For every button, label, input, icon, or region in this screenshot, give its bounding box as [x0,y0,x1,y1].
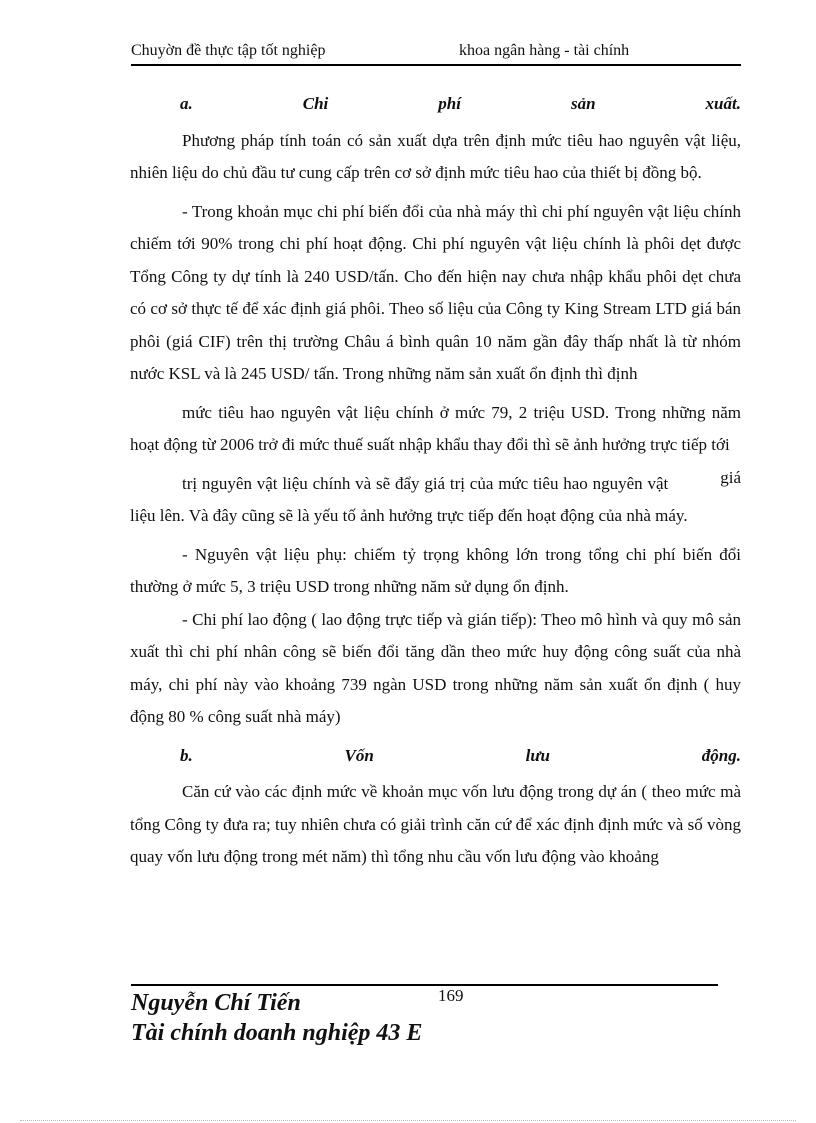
paragraph-4: trị nguyên vật liệu chính và sẽ đẩy giá trị của mức tiêu hao nguyên vật liệu lên. Và đây cũng sẽ là yếu tố ảnh hưởng trực tiếp đến hoạt động của nhà máy. [130,473,688,525]
author-block [131,988,422,1048]
document-body [130,88,741,874]
paragraph-7: Căn cứ vào các định mức về khoản mục vốn lưu động trong dự án ( theo mức mà tổng Công ty đưa ra; tuy nhiên chưa có giải trình căn cứ để xác định định mức và số vòng quay vốn lưu động trong mét năm) thì tổng nhu cầu vốn lưu động vào khoảng [130,782,741,866]
heading-b-word: b. [180,745,193,765]
paragraph-1: Phương pháp tính toán có sản xuất dựa trên định mức tiêu hao nguyên vật liệu, nhiên liệu do chủ đầu tư cung cấp trên cơ sở định mức tiêu hao của thiết bị đồng bộ. [130,130,741,182]
heading-b-word: lưu [525,745,550,765]
paragraph-3 [130,397,741,487]
page-bottom-dotted-line [20,1120,796,1121]
paragraph-3-text: mức tiêu hao nguyên vật liệu chính ở mức 79, 2 triệu USD. Trong những năm hoạt động từ 2006 trở đi mức thuế suất nhập khẩu thay đổi thì sẽ ảnh hưởng trực tiếp tới [130,402,741,454]
page-number: 169 [438,986,464,1005]
section-heading-a [130,88,741,121]
heading-a-word: sản [570,94,596,113]
paragraph-6: - Chi phí lao động ( lao động trực tiếp và gián tiếp): Theo mô hình và quy mô sản xuất thì chi phí nhân công sẽ biến đổi tăng dần theo mức huy động công suất của nhà máy, chi phí này vào khoảng 739 ngàn USD trong những năm sản xuất ổn định ( huy động 80 % công suất nhà máy) [130,609,741,726]
header-right-text: khoa ngân hàng - tài chính [459,42,630,59]
paragraph-3-end: giá [720,467,741,487]
heading-b-word: Vốn [344,745,374,765]
heading-b-word: động. [701,745,741,765]
heading-a-word: xuất. [705,94,741,113]
paragraph-5: - Nguyên vật liệu phụ: chiếm tỷ trọng không lớn trong tổng chi phí biến đổi thường ở mức 5, 3 triệu USD trong những năm sử dụng ổn định. [130,544,741,596]
paragraph-2: - Trong khoản mục chi phí biến đổi của nhà máy thì chi phí nguyên vật liệu chính chiếm tới 90% trong chi phí hoạt động. Chi phí nguyên vật liệu chính là phôi dẹt được Tổng Công ty dự tính là 240 USD/tấn. Cho đến hiện nay chưa nhập khẩu phôi dẹt chưa có cơ sở thực tế để xác định giá phôi. Theo số liệu của Công ty King Stream LTD giá bán phôi (giá CIF) trên thị trường Châu á bình quân 10 năm gần đây thấp nhất là từ nhóm nước KSL và là 245 USD/ tấn. Trong những năm sản xuất ổn định thì định [130,201,741,383]
section-heading-b [130,740,741,773]
author-class: Tài chính doanh nghiệp 43 E [131,1020,423,1046]
header-left-text: Chuyờn đề thực tập tốt nghiệp [131,42,326,59]
page-header [131,40,741,66]
heading-a-word: Chi [302,94,329,113]
footer-divider [131,984,718,986]
author-name: Nguyễn Chí Tiến [131,990,301,1016]
heading-a-word: a. [180,94,193,113]
heading-a-word: phí [438,94,461,113]
